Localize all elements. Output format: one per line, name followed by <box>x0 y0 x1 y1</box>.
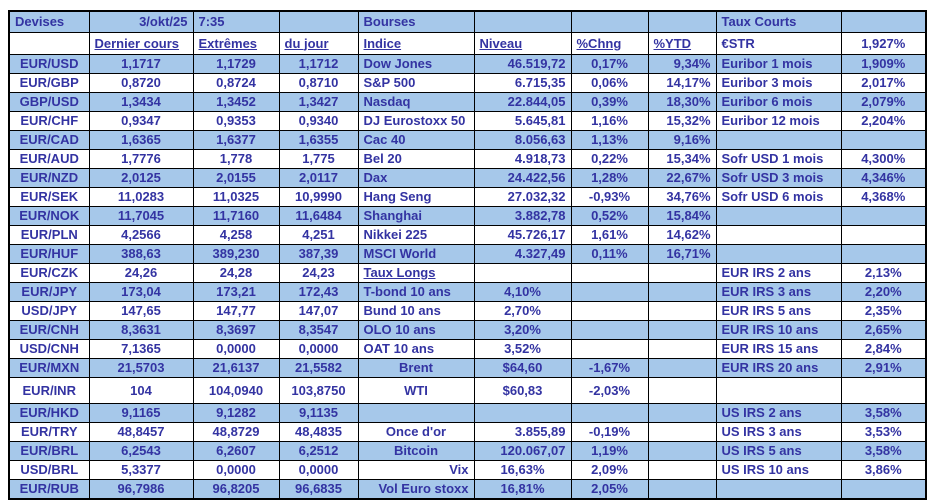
pair-cell[interactable]: USD/BRL <box>9 461 89 480</box>
niveau-cell[interactable]: 16,81% <box>474 480 571 500</box>
table-row <box>9 359 926 378</box>
extremes-cell[interactable]: 9,1282 <box>193 404 279 423</box>
dernier-cours-cell[interactable]: 1,7776 <box>89 150 193 169</box>
pair-cell[interactable]: USD/JPY <box>9 302 89 321</box>
indice-cell[interactable]: DJ Eurostoxx 50 <box>358 112 474 131</box>
dernier-cours-cell[interactable]: 2,0125 <box>89 169 193 188</box>
table-row <box>9 378 926 404</box>
indice-cell[interactable]: MSCI World <box>358 245 474 264</box>
niveau-cell[interactable]: $64,60 <box>474 359 571 378</box>
indice-cell[interactable]: Shanghai <box>358 207 474 226</box>
ytd-cell[interactable]: 9,16% <box>648 131 716 150</box>
du-jour-cell[interactable]: 2,0117 <box>279 169 358 188</box>
niveau-cell[interactable]: 24.422,56 <box>474 169 571 188</box>
extremes-cell[interactable]: 104,0940 <box>193 378 279 404</box>
chng-cell <box>571 340 648 359</box>
taux-value-cell[interactable]: 4,346% <box>841 169 926 188</box>
pair-cell[interactable]: EUR/HKD <box>9 404 89 423</box>
taux-label-cell[interactable]: US IRS 10 ans <box>716 461 841 480</box>
chng-cell[interactable]: 2,05% <box>571 480 648 500</box>
du-jour-cell[interactable]: 4,251 <box>279 226 358 245</box>
niveau-cell[interactable]: 3,20% <box>474 321 571 340</box>
taux-value-cell <box>841 226 926 245</box>
du-jour-cell[interactable]: 0,0000 <box>279 340 358 359</box>
extremes-cell[interactable]: 173,21 <box>193 283 279 302</box>
extremes-cell[interactable]: 0,0000 <box>193 340 279 359</box>
extremes-cell[interactable]: 2,0155 <box>193 169 279 188</box>
pair-cell[interactable]: EUR/CAD <box>9 131 89 150</box>
dernier-cours-cell[interactable]: 8,3631 <box>89 321 193 340</box>
niveau-cell[interactable]: 4,10% <box>474 283 571 302</box>
table-row <box>9 93 926 112</box>
taux-label-cell[interactable]: EUR IRS 15 ans <box>716 340 841 359</box>
niveau-cell[interactable]: 4.327,49 <box>474 245 571 264</box>
du-jour-cell[interactable]: 9,1135 <box>279 404 358 423</box>
empty-cell <box>474 11 571 33</box>
table-row <box>9 11 926 33</box>
dernier-cours-cell[interactable]: 9,1165 <box>89 404 193 423</box>
pair-cell[interactable]: EUR/SEK <box>9 188 89 207</box>
market-dashboard <box>8 10 927 500</box>
indice-cell[interactable]: Bund 10 ans <box>358 302 474 321</box>
taux-value-cell <box>841 378 926 404</box>
niveau-cell[interactable]: 120.067,07 <box>474 442 571 461</box>
niveau-cell[interactable]: 3.882,78 <box>474 207 571 226</box>
extremes-cell[interactable]: 1,3452 <box>193 93 279 112</box>
indice-cell[interactable]: Cac 40 <box>358 131 474 150</box>
taux-label-cell <box>716 480 841 500</box>
pair-cell[interactable]: GBP/USD <box>9 93 89 112</box>
ytd-cell <box>648 404 716 423</box>
ytd-cell[interactable]: 16,71% <box>648 245 716 264</box>
taux-value-cell[interactable]: 3,58% <box>841 442 926 461</box>
extremes-cell[interactable]: 0,8724 <box>193 74 279 93</box>
taux-label-cell[interactable]: Euribor 12 mois <box>716 112 841 131</box>
ytd-cell <box>648 283 716 302</box>
du-jour-cell[interactable]: 8,3547 <box>279 321 358 340</box>
niveau-cell[interactable]: 45.726,17 <box>474 226 571 245</box>
table-row <box>9 131 926 150</box>
ytd-cell <box>648 321 716 340</box>
indice-cell[interactable]: Nikkei 225 <box>358 226 474 245</box>
chng-cell[interactable]: -0,93% <box>571 188 648 207</box>
col-header-chng[interactable]: %Chng <box>571 33 648 55</box>
taux-label-cell[interactable]: EUR IRS 10 ans <box>716 321 841 340</box>
empty-cell <box>648 11 716 33</box>
ytd-cell <box>648 302 716 321</box>
chng-cell <box>571 283 648 302</box>
taux-value-cell[interactable]: 2,079% <box>841 93 926 112</box>
taux-label-cell[interactable]: €STR <box>716 33 841 55</box>
pair-cell[interactable]: EUR/MXN <box>9 359 89 378</box>
chng-cell <box>571 264 648 283</box>
indice-cell[interactable]: Vol Euro stoxx <box>358 480 474 500</box>
niveau-cell[interactable]: 22.844,05 <box>474 93 571 112</box>
table-row <box>9 302 926 321</box>
indice-cell[interactable]: Vix <box>358 461 474 480</box>
taux-label-cell <box>716 207 841 226</box>
extremes-cell[interactable]: 1,1729 <box>193 55 279 74</box>
pair-cell[interactable]: EUR/AUD <box>9 150 89 169</box>
pair-cell[interactable]: USD/CNH <box>9 340 89 359</box>
taux-label-cell[interactable]: US IRS 2 ans <box>716 404 841 423</box>
du-jour-cell[interactable]: 0,0000 <box>279 461 358 480</box>
du-jour-cell[interactable]: 6,2512 <box>279 442 358 461</box>
niveau-cell[interactable]: $60,83 <box>474 378 571 404</box>
du-jour-cell[interactable]: 48,4835 <box>279 423 358 442</box>
ytd-cell <box>648 423 716 442</box>
taux-label-cell <box>716 378 841 404</box>
ytd-cell[interactable]: 15,34% <box>648 150 716 169</box>
chng-cell[interactable]: -0,19% <box>571 423 648 442</box>
table-row <box>9 169 926 188</box>
indice-cell[interactable]: Bitcoin <box>358 442 474 461</box>
table-row <box>9 150 926 169</box>
du-jour-cell[interactable]: 0,8710 <box>279 74 358 93</box>
taux-label-cell[interactable]: EUR IRS 5 ans <box>716 302 841 321</box>
empty-cell <box>571 11 648 33</box>
chng-cell[interactable]: 0,52% <box>571 207 648 226</box>
taux-label-cell[interactable]: Euribor 6 mois <box>716 93 841 112</box>
col-header-indice[interactable]: Indice <box>358 33 474 55</box>
chng-cell[interactable]: 1,16% <box>571 112 648 131</box>
table-row <box>9 340 926 359</box>
taux-label-cell[interactable]: EUR IRS 3 ans <box>716 283 841 302</box>
ytd-cell <box>648 480 716 500</box>
dernier-cours-cell[interactable]: 96,7986 <box>89 480 193 500</box>
taux-value-cell[interactable]: 2,017% <box>841 74 926 93</box>
col-header-ytd[interactable]: %YTD <box>648 33 716 55</box>
chng-cell <box>571 321 648 340</box>
niveau-cell[interactable]: 3,52% <box>474 340 571 359</box>
du-jour-cell[interactable]: 21,5582 <box>279 359 358 378</box>
dernier-cours-cell[interactable]: 6,2543 <box>89 442 193 461</box>
pair-cell[interactable]: EUR/INR <box>9 378 89 404</box>
extremes-cell[interactable]: 21,6137 <box>193 359 279 378</box>
extremes-cell[interactable]: 1,6377 <box>193 131 279 150</box>
niveau-cell[interactable]: 6.715,35 <box>474 74 571 93</box>
empty-cell <box>9 33 89 55</box>
extremes-cell[interactable]: 8,3697 <box>193 321 279 340</box>
col-header-niveau[interactable]: Niveau <box>474 33 571 55</box>
dernier-cours-cell[interactable]: 21,5703 <box>89 359 193 378</box>
pair-cell[interactable]: EUR/BRL <box>9 442 89 461</box>
niveau-cell[interactable]: 16,63% <box>474 461 571 480</box>
indice-cell[interactable]: WTI <box>358 378 474 404</box>
dernier-cours-cell[interactable]: 1,1717 <box>89 55 193 74</box>
indice-cell[interactable]: S&P 500 <box>358 74 474 93</box>
pair-cell[interactable]: EUR/RUB <box>9 480 89 500</box>
dernier-cours-cell[interactable]: 7,1365 <box>89 340 193 359</box>
pair-cell[interactable]: EUR/PLN <box>9 226 89 245</box>
ytd-cell[interactable]: 14,62% <box>648 226 716 245</box>
niveau-cell <box>474 404 571 423</box>
taux-label-cell[interactable]: Euribor 3 mois <box>716 74 841 93</box>
extremes-cell[interactable]: 0,0000 <box>193 461 279 480</box>
extremes-cell[interactable]: 6,2607 <box>193 442 279 461</box>
chng-cell <box>571 302 648 321</box>
dernier-cours-cell[interactable]: 104 <box>89 378 193 404</box>
indice-cell[interactable]: Bel 20 <box>358 150 474 169</box>
chng-cell[interactable]: 0,39% <box>571 93 648 112</box>
ytd-cell[interactable]: 34,76% <box>648 188 716 207</box>
chng-cell[interactable]: 1,61% <box>571 226 648 245</box>
taux-label-cell[interactable]: Sofr USD 1 mois <box>716 150 841 169</box>
dernier-cours-cell[interactable]: 48,8457 <box>89 423 193 442</box>
pair-cell[interactable]: EUR/CHF <box>9 112 89 131</box>
pair-cell[interactable]: EUR/JPY <box>9 283 89 302</box>
chng-cell[interactable]: 0,06% <box>571 74 648 93</box>
ytd-cell[interactable]: 18,30% <box>648 93 716 112</box>
ytd-cell <box>648 340 716 359</box>
chng-cell[interactable]: -1,67% <box>571 359 648 378</box>
taux-value-cell[interactable]: 3,53% <box>841 423 926 442</box>
table-row <box>9 321 926 340</box>
dernier-cours-cell[interactable]: 11,0283 <box>89 188 193 207</box>
extremes-cell[interactable]: 147,77 <box>193 302 279 321</box>
du-jour-cell[interactable]: 1,1712 <box>279 55 358 74</box>
col-header-dernier-cours[interactable]: Dernier cours <box>89 33 193 55</box>
taux-value-cell <box>841 131 926 150</box>
du-jour-cell[interactable]: 387,39 <box>279 245 358 264</box>
du-jour-cell[interactable]: 172,43 <box>279 283 358 302</box>
table-row <box>9 461 926 480</box>
chng-cell[interactable]: -2,03% <box>571 378 648 404</box>
chng-cell[interactable]: 0,22% <box>571 150 648 169</box>
niveau-cell[interactable]: 27.032,32 <box>474 188 571 207</box>
taux-value-cell[interactable]: 2,65% <box>841 321 926 340</box>
dernier-cours-cell[interactable]: 173,04 <box>89 283 193 302</box>
empty-cell <box>841 11 926 33</box>
chng-cell[interactable]: 2,09% <box>571 461 648 480</box>
taux-label-cell[interactable]: Euribor 1 mois <box>716 55 841 74</box>
chng-cell <box>571 404 648 423</box>
dernier-cours-cell[interactable]: 388,63 <box>89 245 193 264</box>
chng-cell[interactable]: 0,11% <box>571 245 648 264</box>
indice-cell[interactable]: Dax <box>358 169 474 188</box>
niveau-cell[interactable]: 3.855,89 <box>474 423 571 442</box>
taux-label-cell[interactable]: Sofr USD 6 mois <box>716 188 841 207</box>
table-row <box>9 283 926 302</box>
taux-value-cell[interactable]: 3,58% <box>841 404 926 423</box>
pair-cell[interactable]: EUR/HUF <box>9 245 89 264</box>
extremes-cell[interactable]: 11,0325 <box>193 188 279 207</box>
pair-cell[interactable]: EUR/USD <box>9 55 89 74</box>
niveau-cell <box>474 264 571 283</box>
table-row <box>9 55 926 74</box>
extremes-cell[interactable]: 11,7160 <box>193 207 279 226</box>
dernier-cours-cell[interactable]: 147,65 <box>89 302 193 321</box>
indice-cell[interactable]: Taux Longs <box>358 264 474 283</box>
devises-section-title[interactable]: Devises <box>9 11 89 33</box>
taux-value-cell[interactable]: 2,84% <box>841 340 926 359</box>
pair-cell[interactable]: EUR/CZK <box>9 264 89 283</box>
table-row <box>9 442 926 461</box>
du-jour-cell[interactable]: 24,23 <box>279 264 358 283</box>
market-table-body <box>9 11 926 499</box>
chng-cell[interactable]: 1,13% <box>571 131 648 150</box>
dernier-cours-cell[interactable]: 1,3434 <box>89 93 193 112</box>
taux-value-cell[interactable]: 2,204% <box>841 112 926 131</box>
du-jour-cell[interactable]: 1,3427 <box>279 93 358 112</box>
ytd-cell <box>648 461 716 480</box>
taux-label-cell[interactable]: US IRS 3 ans <box>716 423 841 442</box>
taux-value-cell[interactable]: 3,86% <box>841 461 926 480</box>
ytd-cell[interactable]: 14,17% <box>648 74 716 93</box>
taux-value-cell[interactable]: 1,927% <box>841 33 926 55</box>
taux-value-cell[interactable]: 2,20% <box>841 283 926 302</box>
dernier-cours-cell[interactable]: 5,3377 <box>89 461 193 480</box>
taux-label-cell[interactable]: US IRS 5 ans <box>716 442 841 461</box>
pair-cell[interactable]: EUR/GBP <box>9 74 89 93</box>
pair-cell[interactable]: EUR/NOK <box>9 207 89 226</box>
indice-cell[interactable]: Once d'or <box>358 423 474 442</box>
date-cell[interactable]: 3/okt/25 <box>89 11 193 33</box>
ytd-cell[interactable]: 22,67% <box>648 169 716 188</box>
table-row <box>9 404 926 423</box>
dernier-cours-cell[interactable]: 11,7045 <box>89 207 193 226</box>
indice-cell[interactable]: OLO 10 ans <box>358 321 474 340</box>
taux-value-cell[interactable]: 2,35% <box>841 302 926 321</box>
taux-courts-section-title[interactable]: Taux Courts <box>716 11 841 33</box>
col-header-du-jour[interactable]: du jour <box>279 33 358 55</box>
indice-cell[interactable]: Dow Jones <box>358 55 474 74</box>
du-jour-cell[interactable]: 96,6835 <box>279 480 358 500</box>
taux-value-cell[interactable]: 2,13% <box>841 264 926 283</box>
ytd-cell[interactable]: 15,32% <box>648 112 716 131</box>
table-row <box>9 112 926 131</box>
du-jour-cell[interactable]: 103,8750 <box>279 378 358 404</box>
ytd-cell <box>648 442 716 461</box>
taux-value-cell[interactable]: 2,91% <box>841 359 926 378</box>
du-jour-cell[interactable]: 147,07 <box>279 302 358 321</box>
table-row <box>9 264 926 283</box>
du-jour-cell[interactable]: 0,9340 <box>279 112 358 131</box>
chng-cell[interactable]: 1,28% <box>571 169 648 188</box>
dernier-cours-cell[interactable]: 0,8720 <box>89 74 193 93</box>
indice-cell[interactable]: Brent <box>358 359 474 378</box>
ytd-cell <box>648 264 716 283</box>
table-row <box>9 480 926 500</box>
dernier-cours-cell[interactable]: 4,2566 <box>89 226 193 245</box>
time-cell[interactable]: 7:35 <box>193 11 279 33</box>
pair-cell[interactable]: EUR/TRY <box>9 423 89 442</box>
indice-cell <box>358 404 474 423</box>
chng-cell[interactable]: 0,17% <box>571 55 648 74</box>
table-row <box>9 423 926 442</box>
pair-cell[interactable]: EUR/CNH <box>9 321 89 340</box>
ytd-cell <box>648 378 716 404</box>
pair-cell[interactable]: EUR/NZD <box>9 169 89 188</box>
extremes-cell[interactable]: 0,9353 <box>193 112 279 131</box>
table-row <box>9 33 926 55</box>
taux-label-cell <box>716 245 841 264</box>
indice-cell[interactable]: Hang Seng <box>358 188 474 207</box>
du-jour-cell[interactable]: 11,6484 <box>279 207 358 226</box>
du-jour-cell[interactable]: 1,6355 <box>279 131 358 150</box>
table-row <box>9 245 926 264</box>
table-row <box>9 207 926 226</box>
niveau-cell[interactable]: 4.918,73 <box>474 150 571 169</box>
chng-cell[interactable]: 1,19% <box>571 442 648 461</box>
taux-value-cell[interactable]: 4,300% <box>841 150 926 169</box>
taux-value-cell <box>841 480 926 500</box>
taux-label-cell[interactable]: EUR IRS 2 ans <box>716 264 841 283</box>
indice-cell[interactable]: OAT 10 ans <box>358 340 474 359</box>
empty-cell <box>279 11 358 33</box>
taux-label-cell <box>716 131 841 150</box>
niveau-cell[interactable]: 8.056,63 <box>474 131 571 150</box>
ytd-cell[interactable]: 15,84% <box>648 207 716 226</box>
extremes-cell[interactable]: 96,8205 <box>193 480 279 500</box>
taux-label-cell <box>716 226 841 245</box>
extremes-cell[interactable]: 24,28 <box>193 264 279 283</box>
table-row <box>9 74 926 93</box>
niveau-cell[interactable]: 2,70% <box>474 302 571 321</box>
extremes-cell[interactable]: 4,258 <box>193 226 279 245</box>
du-jour-cell[interactable]: 1,775 <box>279 150 358 169</box>
extremes-cell[interactable]: 1,778 <box>193 150 279 169</box>
ytd-cell <box>648 359 716 378</box>
extremes-cell[interactable]: 389,230 <box>193 245 279 264</box>
dernier-cours-cell[interactable]: 0,9347 <box>89 112 193 131</box>
indice-cell[interactable]: T-bond 10 ans <box>358 283 474 302</box>
taux-label-cell[interactable]: EUR IRS 20 ans <box>716 359 841 378</box>
market-table <box>8 10 927 500</box>
niveau-cell[interactable]: 46.519,72 <box>474 55 571 74</box>
bourses-section-title[interactable]: Bourses <box>358 11 474 33</box>
du-jour-cell[interactable]: 10,9990 <box>279 188 358 207</box>
extremes-cell[interactable]: 48,8729 <box>193 423 279 442</box>
niveau-cell[interactable]: 5.645,81 <box>474 112 571 131</box>
taux-label-cell[interactable]: Sofr USD 3 mois <box>716 169 841 188</box>
ytd-cell[interactable]: 9,34% <box>648 55 716 74</box>
col-header-extremes[interactable]: Extrêmes <box>193 33 279 55</box>
table-row <box>9 188 926 207</box>
taux-value-cell <box>841 207 926 226</box>
taux-value-cell <box>841 245 926 264</box>
table-row <box>9 226 926 245</box>
indice-cell[interactable]: Nasdaq <box>358 93 474 112</box>
dernier-cours-cell[interactable]: 24,26 <box>89 264 193 283</box>
taux-value-cell[interactable]: 1,909% <box>841 55 926 74</box>
dernier-cours-cell[interactable]: 1,6365 <box>89 131 193 150</box>
taux-value-cell[interactable]: 4,368% <box>841 188 926 207</box>
